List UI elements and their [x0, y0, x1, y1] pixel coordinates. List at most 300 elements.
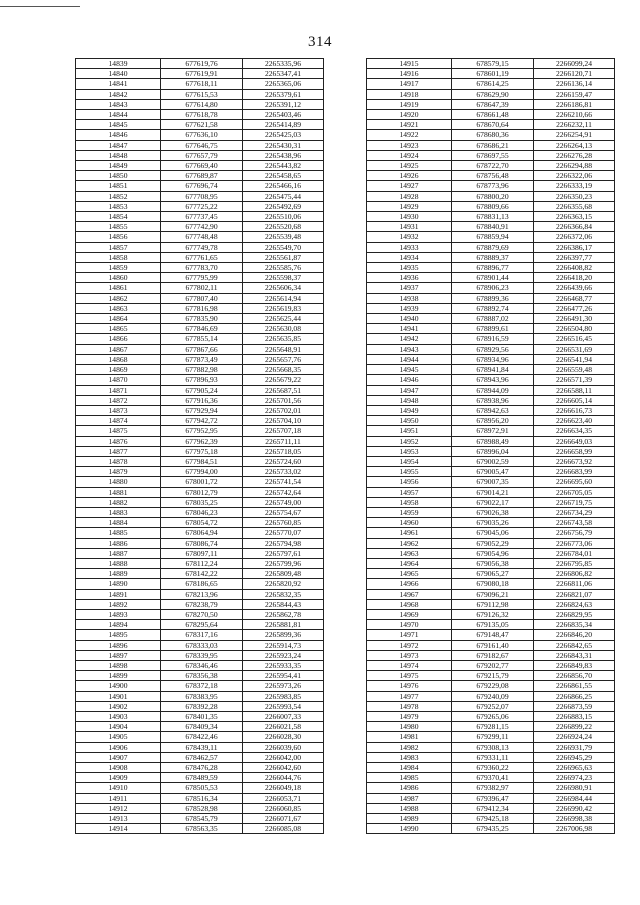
table-row	[76, 130, 324, 140]
x-coordinate-cell: 678972,91	[452, 426, 534, 436]
table-row	[76, 722, 324, 732]
y-coordinate-cell: 2265954,41	[243, 671, 324, 681]
y-coordinate-cell: 2266571,39	[534, 375, 615, 385]
table-row	[367, 416, 615, 426]
y-coordinate-cell: 2265973,26	[243, 681, 324, 691]
y-coordinate-cell: 2266439,66	[534, 283, 615, 293]
x-coordinate-cell: 677962,39	[161, 436, 243, 446]
point-number-cell: 14840	[76, 69, 161, 79]
table-row	[76, 59, 324, 69]
point-number-cell: 14847	[76, 140, 161, 150]
point-number-cell: 14976	[367, 681, 452, 691]
page-number: 314	[308, 34, 332, 50]
y-coordinate-cell: 2266386,17	[534, 242, 615, 252]
y-coordinate-cell: 2265598,37	[243, 273, 324, 283]
x-coordinate-cell: 677636,10	[161, 130, 243, 140]
table-row	[367, 752, 615, 762]
point-number-cell: 14851	[76, 181, 161, 191]
point-number-cell: 14985	[367, 773, 452, 783]
y-coordinate-cell: 2266039,60	[243, 742, 324, 752]
x-coordinate-cell: 679240,09	[452, 691, 534, 701]
y-coordinate-cell: 2265443,82	[243, 161, 324, 171]
table-row	[76, 79, 324, 89]
y-coordinate-cell: 2266719,75	[534, 497, 615, 507]
x-coordinate-cell: 677748,48	[161, 232, 243, 242]
point-number-cell: 14903	[76, 712, 161, 722]
y-coordinate-cell: 2265430,31	[243, 140, 324, 150]
table-row	[367, 722, 615, 732]
x-coordinate-cell: 679299,11	[452, 732, 534, 742]
point-number-cell: 14898	[76, 660, 161, 670]
table-row	[367, 354, 615, 364]
table-row	[76, 161, 324, 171]
x-coordinate-cell: 679080,18	[452, 579, 534, 589]
point-number-cell: 14950	[367, 416, 452, 426]
table-row	[367, 201, 615, 211]
point-number-cell: 14931	[367, 222, 452, 232]
y-coordinate-cell: 2266829,95	[534, 609, 615, 619]
x-coordinate-cell: 679065,27	[452, 569, 534, 579]
x-coordinate-cell: 677905,24	[161, 385, 243, 395]
y-coordinate-cell: 2266232,11	[534, 120, 615, 130]
point-number-cell: 14874	[76, 416, 161, 426]
point-number-cell: 14944	[367, 354, 452, 364]
y-coordinate-cell: 2266468,77	[534, 293, 615, 303]
table-row	[367, 212, 615, 222]
x-coordinate-cell: 679265,06	[452, 712, 534, 722]
y-coordinate-cell: 2265794,98	[243, 538, 324, 548]
x-coordinate-cell: 678996,04	[452, 446, 534, 456]
table-row	[76, 528, 324, 538]
x-coordinate-cell: 678505,53	[161, 783, 243, 793]
point-number-cell: 14953	[367, 446, 452, 456]
y-coordinate-cell: 2266945,29	[534, 752, 615, 762]
table-row	[76, 283, 324, 293]
table-row	[367, 671, 615, 681]
x-coordinate-cell: 678295,64	[161, 620, 243, 630]
table-row	[367, 609, 615, 619]
coordinates-table-right	[366, 58, 615, 834]
table-row	[76, 405, 324, 415]
y-coordinate-cell: 2266811,06	[534, 579, 615, 589]
y-coordinate-cell: 2267006,98	[534, 824, 615, 834]
point-number-cell: 14900	[76, 681, 161, 691]
x-coordinate-cell: 678462,57	[161, 752, 243, 762]
y-coordinate-cell: 2265606,34	[243, 283, 324, 293]
table-row	[367, 59, 615, 69]
table-row	[367, 79, 615, 89]
x-coordinate-cell: 678773,96	[452, 181, 534, 191]
y-coordinate-cell: 2265820,92	[243, 579, 324, 589]
point-number-cell: 14862	[76, 293, 161, 303]
point-number-cell: 14880	[76, 477, 161, 487]
x-coordinate-cell: 679096,21	[452, 589, 534, 599]
y-coordinate-cell: 2266264,13	[534, 140, 615, 150]
table-row	[76, 793, 324, 803]
table-row	[76, 630, 324, 640]
point-number-cell: 14978	[367, 701, 452, 711]
table-row	[76, 742, 324, 752]
table-row	[76, 456, 324, 466]
y-coordinate-cell: 2266276,28	[534, 150, 615, 160]
x-coordinate-cell: 679112,98	[452, 599, 534, 609]
point-number-cell: 14901	[76, 691, 161, 701]
y-coordinate-cell: 2266044,76	[243, 773, 324, 783]
x-coordinate-cell: 678942,63	[452, 405, 534, 415]
table-row	[76, 89, 324, 99]
point-number-cell: 14861	[76, 283, 161, 293]
table-row	[367, 273, 615, 283]
y-coordinate-cell: 2266883,15	[534, 712, 615, 722]
point-number-cell: 14928	[367, 191, 452, 201]
x-coordinate-cell: 678086,74	[161, 538, 243, 548]
y-coordinate-cell: 2265347,41	[243, 69, 324, 79]
table-row	[76, 538, 324, 548]
y-coordinate-cell: 2265707,18	[243, 426, 324, 436]
table-row	[76, 293, 324, 303]
y-coordinate-cell: 2265391,12	[243, 99, 324, 109]
y-coordinate-cell: 2266734,29	[534, 507, 615, 517]
y-coordinate-cell: 2265899,36	[243, 630, 324, 640]
point-number-cell: 14963	[367, 548, 452, 558]
x-coordinate-cell: 678317,16	[161, 630, 243, 640]
table-row	[367, 803, 615, 813]
y-coordinate-cell: 2265585,76	[243, 263, 324, 273]
x-coordinate-cell: 678035,25	[161, 497, 243, 507]
table-row	[367, 599, 615, 609]
x-coordinate-cell: 678988,49	[452, 436, 534, 446]
x-coordinate-cell: 677942,72	[161, 416, 243, 426]
table-row	[367, 375, 615, 385]
point-number-cell: 14945	[367, 365, 452, 375]
point-number-cell: 14970	[367, 620, 452, 630]
x-coordinate-cell: 678012,79	[161, 487, 243, 497]
point-number-cell: 14969	[367, 609, 452, 619]
y-coordinate-cell: 2265614,94	[243, 293, 324, 303]
point-number-cell: 14933	[367, 242, 452, 252]
point-number-cell: 14911	[76, 793, 161, 803]
point-number-cell: 14896	[76, 640, 161, 650]
y-coordinate-cell: 2266042,60	[243, 763, 324, 773]
point-number-cell: 14986	[367, 783, 452, 793]
y-coordinate-cell: 2265704,10	[243, 416, 324, 426]
point-number-cell: 14941	[367, 324, 452, 334]
y-coordinate-cell: 2266322,06	[534, 171, 615, 181]
x-coordinate-cell: 679252,07	[452, 701, 534, 711]
table-row	[76, 365, 324, 375]
y-coordinate-cell: 2266366,84	[534, 222, 615, 232]
point-number-cell: 14959	[367, 507, 452, 517]
y-coordinate-cell: 2266873,59	[534, 701, 615, 711]
point-number-cell: 14863	[76, 303, 161, 313]
x-coordinate-cell: 678372,18	[161, 681, 243, 691]
point-number-cell: 14990	[367, 824, 452, 834]
x-coordinate-cell: 679331,11	[452, 752, 534, 762]
point-number-cell: 14865	[76, 324, 161, 334]
y-coordinate-cell: 2265403,46	[243, 110, 324, 120]
table-row	[76, 803, 324, 813]
y-coordinate-cell: 2266899,22	[534, 722, 615, 732]
point-number-cell: 14961	[367, 528, 452, 538]
x-coordinate-cell: 679360,22	[452, 763, 534, 773]
point-number-cell: 14881	[76, 487, 161, 497]
point-number-cell: 14934	[367, 252, 452, 262]
y-coordinate-cell: 2266984,44	[534, 793, 615, 803]
x-coordinate-cell: 677618,78	[161, 110, 243, 120]
table-row	[367, 222, 615, 232]
point-number-cell: 14982	[367, 742, 452, 752]
y-coordinate-cell: 2266821,07	[534, 589, 615, 599]
y-coordinate-cell: 2266634,35	[534, 426, 615, 436]
point-number-cell: 14882	[76, 497, 161, 507]
point-number-cell: 14895	[76, 630, 161, 640]
x-coordinate-cell: 678647,39	[452, 99, 534, 109]
table-row	[367, 140, 615, 150]
x-coordinate-cell: 679425,18	[452, 814, 534, 824]
table-row	[76, 507, 324, 517]
x-coordinate-cell: 678213,96	[161, 589, 243, 599]
table-row	[367, 344, 615, 354]
point-number-cell: 14943	[367, 344, 452, 354]
point-number-cell: 14939	[367, 303, 452, 313]
y-coordinate-cell: 2266085,08	[243, 824, 324, 834]
x-coordinate-cell: 678601,19	[452, 69, 534, 79]
x-coordinate-cell: 678670,64	[452, 120, 534, 130]
point-number-cell: 14979	[367, 712, 452, 722]
y-coordinate-cell: 2266695,60	[534, 477, 615, 487]
point-number-cell: 14894	[76, 620, 161, 630]
x-coordinate-cell: 678054,72	[161, 518, 243, 528]
x-coordinate-cell: 678899,36	[452, 293, 534, 303]
x-coordinate-cell: 677816,98	[161, 303, 243, 313]
table-row	[367, 232, 615, 242]
y-coordinate-cell: 2265365,06	[243, 79, 324, 89]
x-coordinate-cell: 679382,97	[452, 783, 534, 793]
x-coordinate-cell: 678899,61	[452, 324, 534, 334]
table-row	[367, 120, 615, 130]
table-row	[76, 212, 324, 222]
y-coordinate-cell: 2265625,44	[243, 314, 324, 324]
y-coordinate-cell: 2265933,35	[243, 660, 324, 670]
point-number-cell: 14965	[367, 569, 452, 579]
point-number-cell: 14972	[367, 640, 452, 650]
point-number-cell: 14989	[367, 814, 452, 824]
point-number-cell: 14902	[76, 701, 161, 711]
x-coordinate-cell: 678528,98	[161, 803, 243, 813]
x-coordinate-cell: 678686,21	[452, 140, 534, 150]
y-coordinate-cell: 2265679,22	[243, 375, 324, 385]
y-coordinate-cell: 2266159,47	[534, 89, 615, 99]
x-coordinate-cell: 678489,59	[161, 773, 243, 783]
table-row	[76, 314, 324, 324]
y-coordinate-cell: 2265466,16	[243, 181, 324, 191]
y-coordinate-cell: 2266541,94	[534, 354, 615, 364]
x-coordinate-cell: 679007,35	[452, 477, 534, 487]
y-coordinate-cell: 2265635,85	[243, 334, 324, 344]
table-row	[76, 589, 324, 599]
y-coordinate-cell: 2265741,54	[243, 477, 324, 487]
y-coordinate-cell: 2266998,38	[534, 814, 615, 824]
point-number-cell: 14905	[76, 732, 161, 742]
x-coordinate-cell: 678892,74	[452, 303, 534, 313]
x-coordinate-cell: 677619,91	[161, 69, 243, 79]
y-coordinate-cell: 2265718,05	[243, 446, 324, 456]
table-row	[367, 620, 615, 630]
x-coordinate-cell: 677916,36	[161, 395, 243, 405]
point-number-cell: 14947	[367, 385, 452, 395]
table-row	[367, 436, 615, 446]
table-row	[76, 354, 324, 364]
x-coordinate-cell: 677867,66	[161, 344, 243, 354]
x-coordinate-cell: 678356,38	[161, 671, 243, 681]
x-coordinate-cell: 679002,59	[452, 456, 534, 466]
point-number-cell: 14918	[367, 89, 452, 99]
x-coordinate-cell: 679215,79	[452, 671, 534, 681]
x-coordinate-cell: 678579,15	[452, 59, 534, 69]
x-coordinate-cell: 678046,23	[161, 507, 243, 517]
table-row	[367, 191, 615, 201]
x-coordinate-cell: 678142,22	[161, 569, 243, 579]
y-coordinate-cell: 2266588,11	[534, 385, 615, 395]
table-row	[367, 283, 615, 293]
x-coordinate-cell: 677802,11	[161, 283, 243, 293]
table-row	[367, 99, 615, 109]
x-coordinate-cell: 679308,13	[452, 742, 534, 752]
table-row	[76, 140, 324, 150]
point-number-cell: 14952	[367, 436, 452, 446]
table-row	[76, 120, 324, 130]
point-number-cell: 14869	[76, 365, 161, 375]
table-row	[76, 232, 324, 242]
x-coordinate-cell: 679022,17	[452, 497, 534, 507]
point-number-cell: 14887	[76, 548, 161, 558]
x-coordinate-cell: 677696,74	[161, 181, 243, 191]
x-coordinate-cell: 677795,99	[161, 273, 243, 283]
point-number-cell: 14873	[76, 405, 161, 415]
y-coordinate-cell: 2266806,82	[534, 569, 615, 579]
table-row	[76, 599, 324, 609]
y-coordinate-cell: 2266477,26	[534, 303, 615, 313]
table-row	[367, 426, 615, 436]
y-coordinate-cell: 2266658,99	[534, 446, 615, 456]
header-rule	[0, 6, 80, 7]
point-number-cell: 14886	[76, 538, 161, 548]
y-coordinate-cell: 2265881,81	[243, 620, 324, 630]
point-number-cell: 14844	[76, 110, 161, 120]
x-coordinate-cell: 678906,23	[452, 283, 534, 293]
y-coordinate-cell: 2266856,70	[534, 671, 615, 681]
x-coordinate-cell: 678929,56	[452, 344, 534, 354]
table-row	[367, 518, 615, 528]
table-row	[367, 89, 615, 99]
point-number-cell: 14866	[76, 334, 161, 344]
x-coordinate-cell: 678097,11	[161, 548, 243, 558]
x-coordinate-cell: 679045,06	[452, 528, 534, 538]
table-row	[367, 773, 615, 783]
point-number-cell: 14855	[76, 222, 161, 232]
y-coordinate-cell: 2266294,88	[534, 161, 615, 171]
table-row	[367, 538, 615, 548]
y-coordinate-cell: 2266372,06	[534, 232, 615, 242]
table-row	[367, 701, 615, 711]
x-coordinate-cell: 678901,44	[452, 273, 534, 283]
table-row	[367, 660, 615, 670]
table-row	[367, 252, 615, 262]
y-coordinate-cell: 2265414,89	[243, 120, 324, 130]
table-row	[76, 375, 324, 385]
y-coordinate-cell: 2265914,73	[243, 640, 324, 650]
table-row	[76, 681, 324, 691]
y-coordinate-cell: 2265701,56	[243, 395, 324, 405]
point-number-cell: 14907	[76, 752, 161, 762]
point-number-cell: 14875	[76, 426, 161, 436]
point-number-cell: 14892	[76, 599, 161, 609]
point-number-cell: 14949	[367, 405, 452, 415]
y-coordinate-cell: 2266408,82	[534, 263, 615, 273]
point-number-cell: 14885	[76, 528, 161, 538]
x-coordinate-cell: 677725,22	[161, 201, 243, 211]
point-number-cell: 14971	[367, 630, 452, 640]
x-coordinate-cell: 678938,96	[452, 395, 534, 405]
x-coordinate-cell: 679052,29	[452, 538, 534, 548]
y-coordinate-cell: 2266835,34	[534, 620, 615, 630]
point-number-cell: 14871	[76, 385, 161, 395]
table-row	[76, 426, 324, 436]
table-row	[367, 171, 615, 181]
point-number-cell: 14954	[367, 456, 452, 466]
x-coordinate-cell: 678383,95	[161, 691, 243, 701]
table-row	[367, 814, 615, 824]
point-number-cell: 14935	[367, 263, 452, 273]
y-coordinate-cell: 2266795,85	[534, 558, 615, 568]
x-coordinate-cell: 679370,41	[452, 773, 534, 783]
x-coordinate-cell: 677657,79	[161, 150, 243, 160]
table-row	[367, 742, 615, 752]
point-number-cell: 14858	[76, 252, 161, 262]
x-coordinate-cell: 677807,40	[161, 293, 243, 303]
x-coordinate-cell: 678944,09	[452, 385, 534, 395]
y-coordinate-cell: 2266866,25	[534, 691, 615, 701]
point-number-cell: 14854	[76, 212, 161, 222]
table-row	[76, 732, 324, 742]
point-number-cell: 14864	[76, 314, 161, 324]
y-coordinate-cell: 2265539,48	[243, 232, 324, 242]
point-number-cell: 14849	[76, 161, 161, 171]
x-coordinate-cell: 678064,94	[161, 528, 243, 538]
y-coordinate-cell: 2265983,85	[243, 691, 324, 701]
y-coordinate-cell: 2266924,24	[534, 732, 615, 742]
table-row	[76, 569, 324, 579]
y-coordinate-cell: 2266616,73	[534, 405, 615, 415]
point-number-cell: 14870	[76, 375, 161, 385]
point-number-cell: 14956	[367, 477, 452, 487]
y-coordinate-cell: 2265770,07	[243, 528, 324, 538]
point-number-cell: 14878	[76, 456, 161, 466]
x-coordinate-cell: 677896,93	[161, 375, 243, 385]
x-coordinate-cell: 678934,96	[452, 354, 534, 364]
point-number-cell: 14867	[76, 344, 161, 354]
x-coordinate-cell: 679054,96	[452, 548, 534, 558]
table-row	[367, 467, 615, 477]
point-number-cell: 14984	[367, 763, 452, 773]
table-row	[76, 263, 324, 273]
x-coordinate-cell: 678887,02	[452, 314, 534, 324]
x-coordinate-cell: 679281,15	[452, 722, 534, 732]
table-row	[76, 385, 324, 395]
x-coordinate-cell: 678800,20	[452, 191, 534, 201]
table-row	[367, 507, 615, 517]
x-coordinate-cell: 679026,38	[452, 507, 534, 517]
